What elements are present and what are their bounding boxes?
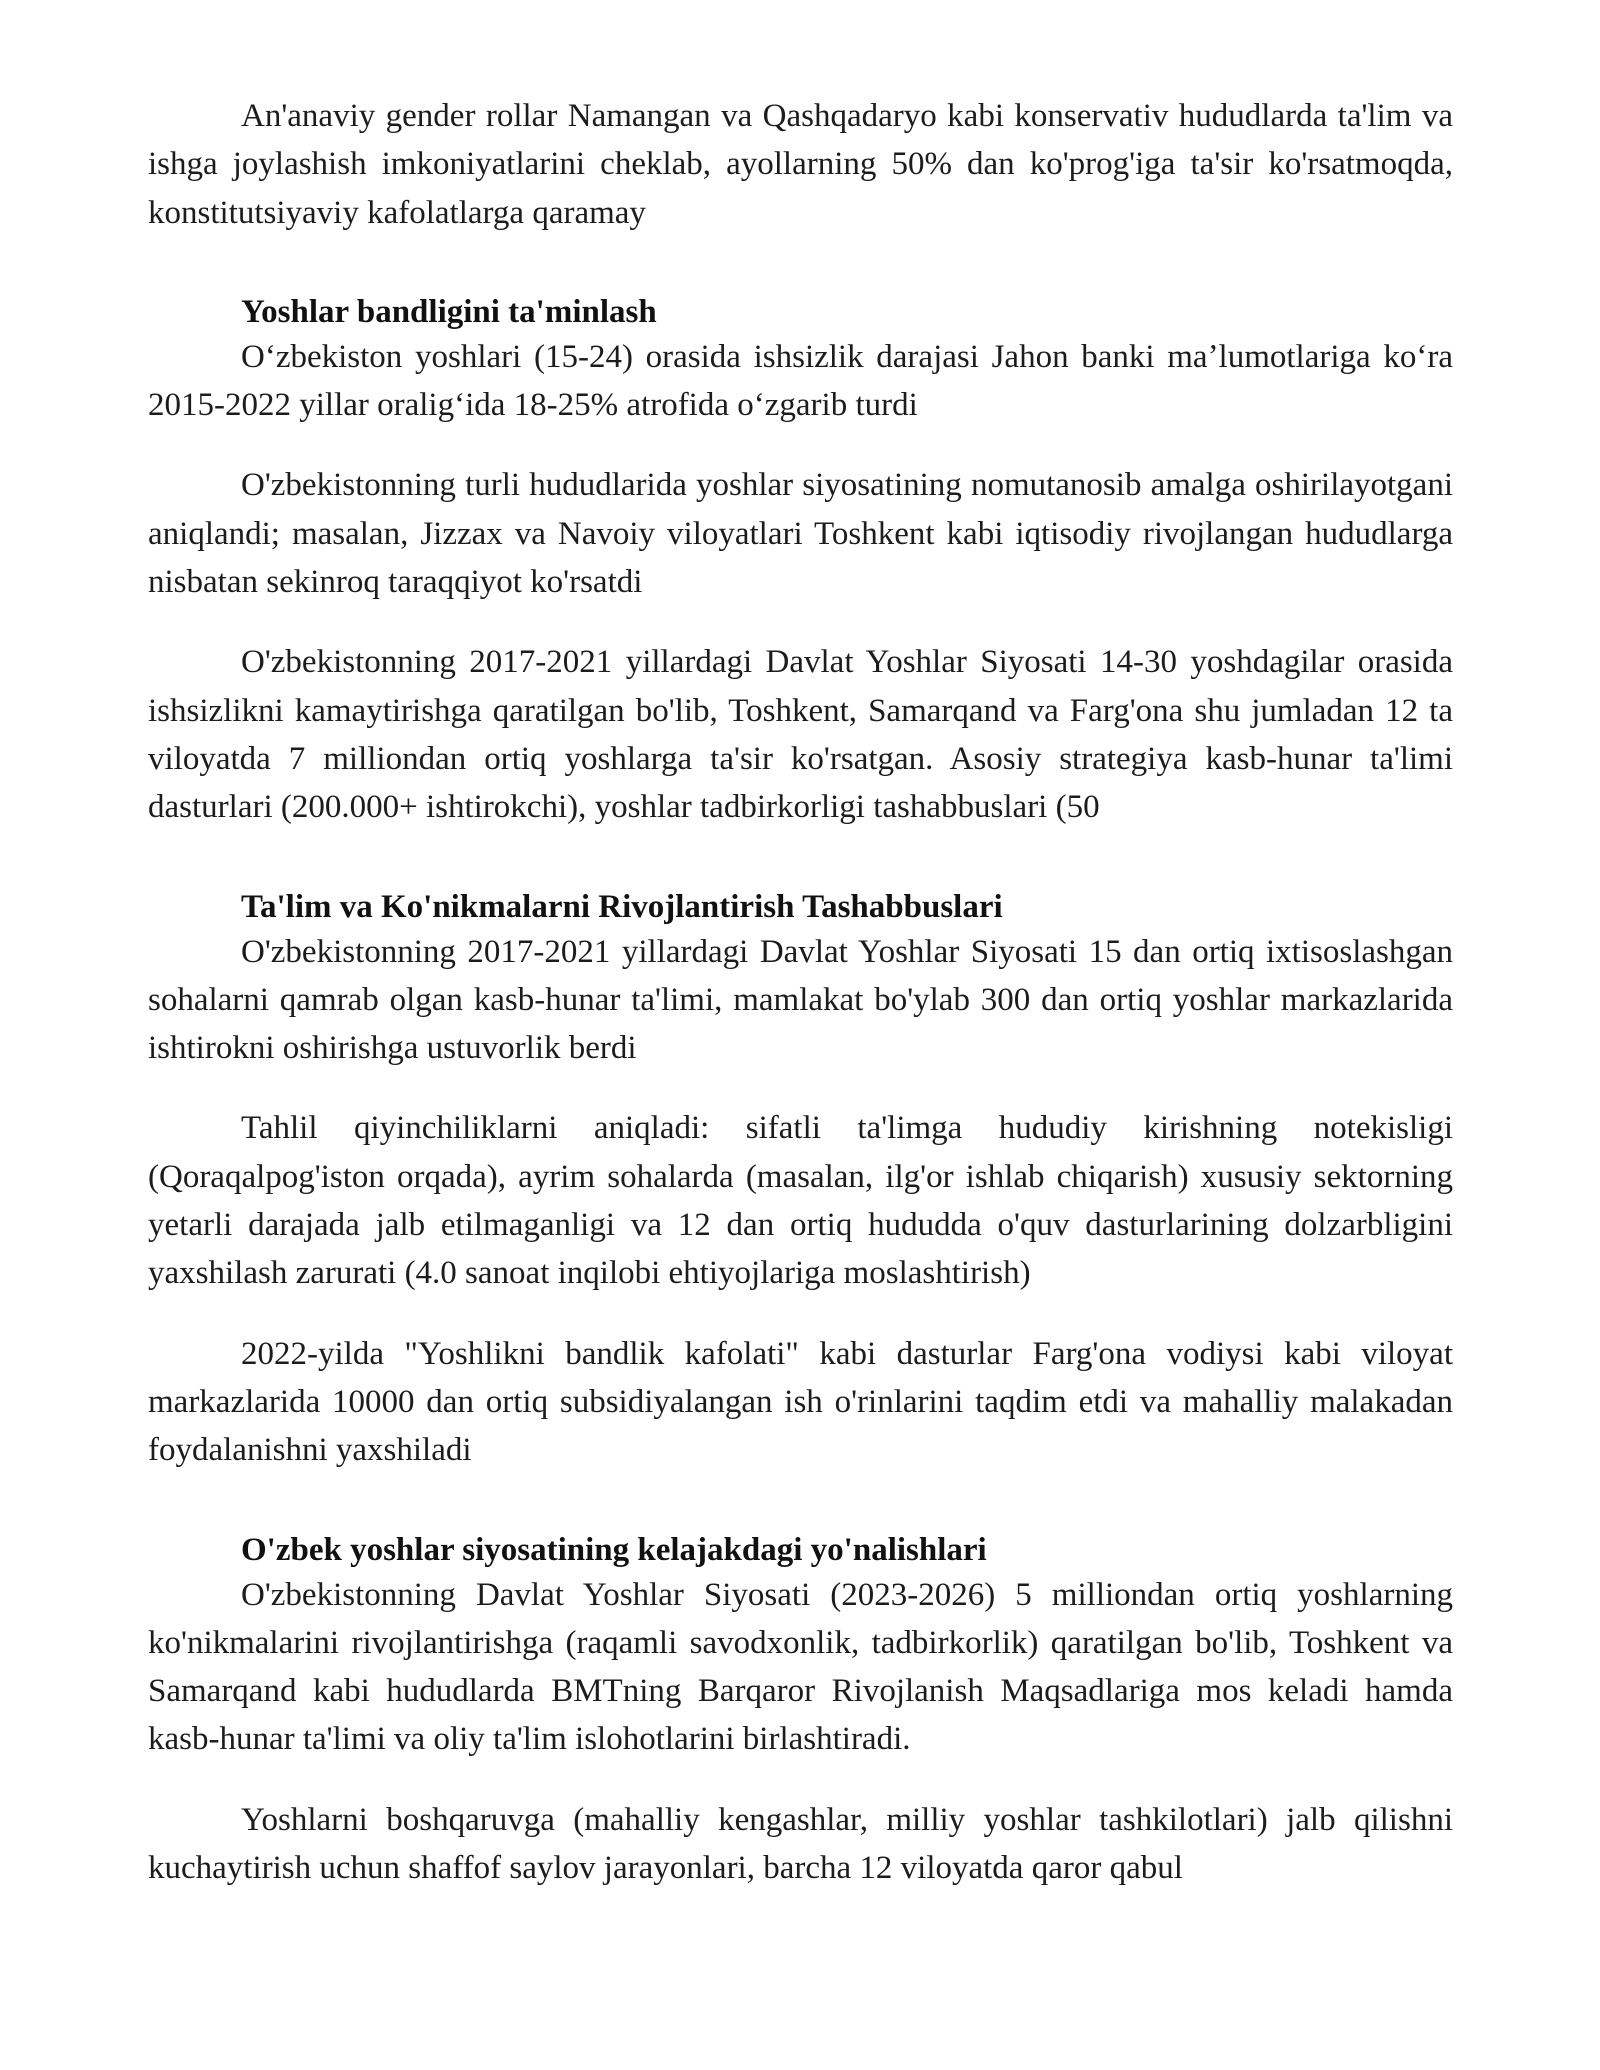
paragraph-youth-governance: Yoshlarni boshqaruvga (mahalliy kengashlar, milliy yoshlar tashkilotlari) jalb qilishni kuchaytirish uchun shaffof saylov jarayonlari, barcha 12 viloyatda qaror qabul [148,1801,1453,1887]
document-page [148,92,1453,1924]
heading-future-directions: O'zbek yoshlar siyosatining kelajakdagi yo'nalishlari [241,1531,987,1568]
paragraph-gender-roles: An'anaviy gender rollar Namangan va Qashqadaryo kabi konservativ hududlarda ta'lim va ishga joylashish imkoniyatlarini cheklab, ayollarning 50% dan ko'prog'iga ta'sir ko'rsatmoqda, konstitutsiyaviy kafolatlarga qaramay [148,98,1453,231]
section-spacer [148,864,1453,886]
paragraph-state-youth-policy-2023: O'zbekistonning Davlat Yoshlar Siyosati (2023-2026) 5 milliondan ortiq yoshlarning ko'nikmalarini rivojlantirishga (raqamli savodxonlik, tadbirkorlik) qaratilgan bo'lib, Toshkent va Samarqand kabi hududlarda BMTning Barqaror Rivojlanish Maqsadlariga mos keladi hamda kasb-hunar ta'limi va oliy ta'lim islohotlarini birlashtiradi. [148,1576,1453,1758]
paragraph-vocational-training: O'zbekistonning 2017-2021 yillardagi Davlat Yoshlar Siyosati 15 dan ortiq ixtisoslashgan sohalarni qamrab olgan kasb-hunar ta'limi, mamlakat bo'ylab 300 dan ortiq yoshlar markazlarida ishtirokni oshirishga ustuvorlik berdi [148,933,1453,1067]
section-spacer [148,269,1453,291]
heading-youth-employment: Yoshlar bandligini ta'minlash [241,293,657,330]
paragraph-youth-unemployment: Oʻzbekiston yoshlari (15-24) orasida ishsizlik darajasi Jahon banki maʼlumotlariga koʻra 2015-2022 yillar oraligʻida 18-25% atrofida oʻzgarib turdi [148,338,1453,424]
paragraph-regional-imbalance: O'zbekistonning turli hududlarida yoshlar siyosatining nomutanosib amalga oshirilayotgani aniqlandi; masalan, Jizzax va Navoiy viloyatlari Toshkent kabi iqtisodiy rivojlangan hududlarga nisbatan sekinroq taraqqiyot ko'rsatdi [148,467,1453,601]
paragraph-employment-guarantee: 2022-yilda "Yoshlikni bandlik kafolati" kabi dasturlar Farg'ona vodiysi kabi viloyat markazlarida 10000 dan ortiq subsidiyalangan ish o'rinlarini taqdim etdi va mahalliy malakadan foydalanishni yaxshiladi [148,1335,1453,1469]
paragraph-analysis-challenges: Tahlil qiyinchiliklarni aniqladi: sifatli ta'limga hududiy kirishning notekisligi (Qoraqalpog'iston orqada), ayrim sohalarda (masalan, ilg'or ishlab chiqarish) xususiy sektorning yetarli darajada jalb etilmaganligi va 12 dan ortiq hududda o'quv dasturlarining dolzarbligini yaxshilash zarurati (4.0 sanoat inqilobi ehtiyojlariga moslashtirish) [148,1110,1453,1292]
heading-education-skills: Ta'lim va Ko'nikmalarni Rivojlantirish Tashabbuslari [241,888,1003,925]
paragraph-state-youth-policy-2017: O'zbekistonning 2017-2021 yillardagi Davlat Yoshlar Siyosati 14-30 yoshdagilar orasida ishsizlikni kamaytirishga qaratilgan bo'lib, Toshkent, Samarqand va Farg'ona shu jumladan 12 ta viloyatda 7 milliondan ortiq yoshlarga ta'sir ko'rsatgan. Asosiy strategiya kasb-hunar ta'limi dasturlari (200.000+ ishtirokchi), yoshlar tadbirkorligi tashabbuslari (50 [148,644,1453,826]
section-spacer [148,1507,1453,1529]
